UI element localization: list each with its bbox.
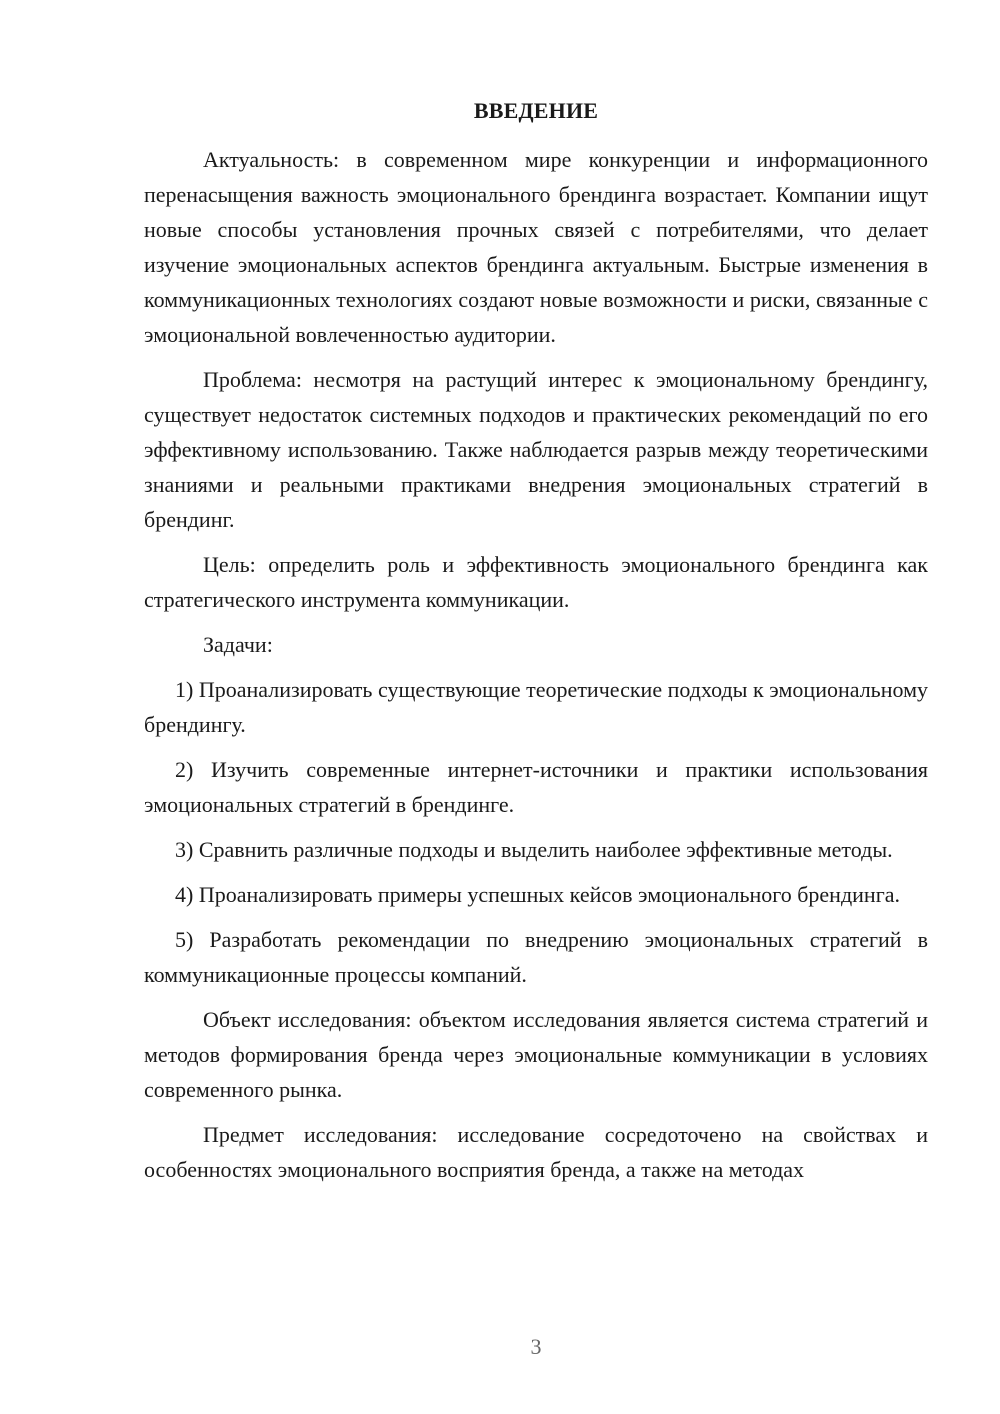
tasks-heading: Задачи: [203,632,273,657]
section-title: ВВЕДЕНИЕ [473,98,599,123]
paragraph-problem: Проблема: несмотря на растущий интерес к эмоциональному брендингу, существует недостаток системных подходов и практических рекомендаций по его эффективному использованию. Также наблюдается разрыв между теоретическими знаниями и реальными практиками внедрения эмоциональных стратегий в брендинг. [144,367,928,532]
paragraph-object: Объект исследования: объектом исследования является система стратегий и методов формирования бренда через эмоциональные коммуникации в условиях современного рынка. [144,1007,928,1102]
paragraph-subject: Предмет исследования: исследование сосредоточено на свойствах и особенностях эмоционального восприятия бренда, а также на методах [144,1122,928,1182]
task-item-5: 5) Разработать рекомендации по внедрению эмоциональных стратегий в коммуникационные процессы компаний. [144,927,928,987]
task-item-4: 4) Проанализировать примеры успешных кейсов эмоционального брендинга. [175,882,900,907]
paragraph-relevance: Актуальность: в современном мире конкуренции и информационного перенасыщения важность эмоционального брендинга возрастает. Компании ищут новые способы установления прочных связей с потребителями, что делает изучение эмоциональных аспектов брендинга актуальным. Быстрые изменения в коммуникационных технологиях создают новые возможности и риски, связанные с эмоциональной вовлеченностью аудитории. [144,147,928,347]
task-item-2: 2) Изучить современные интернет-источники и практики использования эмоциональных стратегий в брендинге. [144,757,928,817]
paragraph-goal: Цель: определить роль и эффективность эмоционального брендинга как стратегического инструмента коммуникации. [144,552,928,612]
task-item-1: 1) Проанализировать существующие теоретические подходы к эмоциональному брендингу. [144,677,928,737]
task-item-3: 3) Сравнить различные подходы и выделить наиболее эффективные методы. [175,837,893,862]
document-body [144,142,928,1197]
page-number: 3 [530,1334,542,1359]
